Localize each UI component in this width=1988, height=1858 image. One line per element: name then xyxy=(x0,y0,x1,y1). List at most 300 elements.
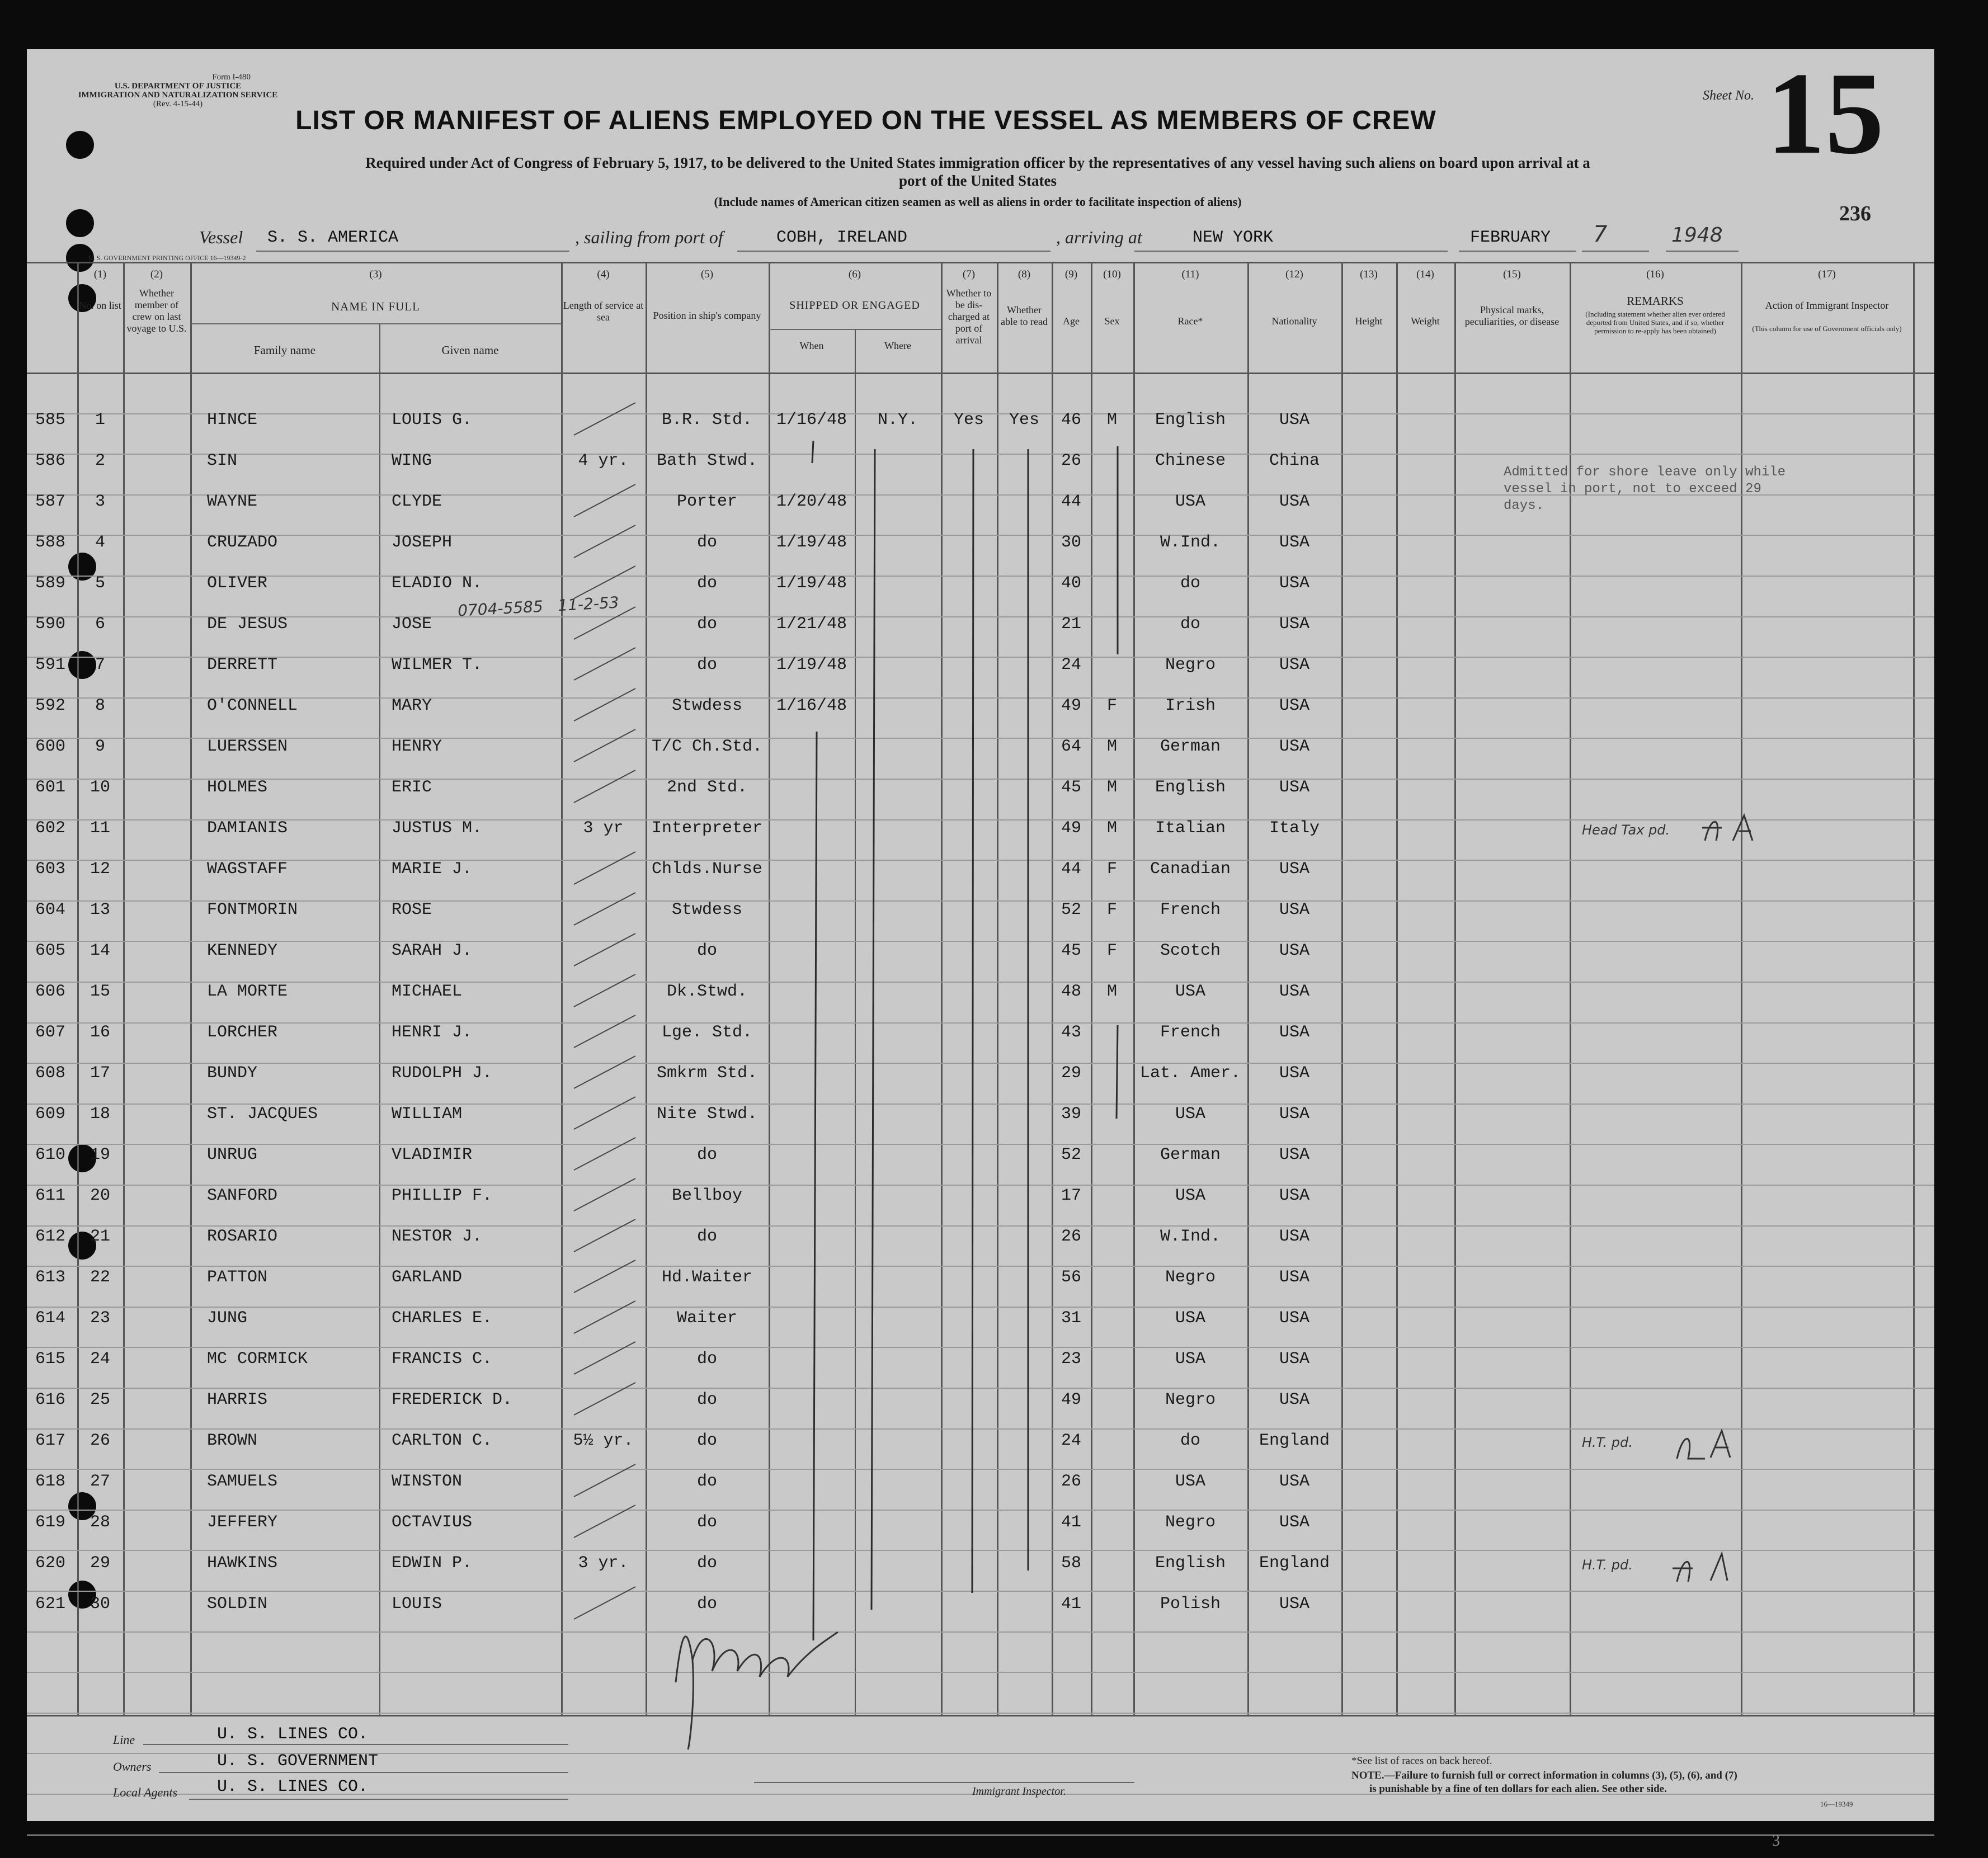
tick-mark xyxy=(574,729,635,762)
cell-given-name: MICHAEL xyxy=(392,982,463,1001)
subtitle-line-1: Required under Act of Congress of February 5, 1917, to be delivered to the United States immigration officer by the representatives of any vessel having such aliens on board upon arrival at a xyxy=(365,154,1590,171)
cell-family-name: UNRUG xyxy=(207,1145,258,1164)
cell-nationality: USA xyxy=(1279,656,1309,675)
cell-age: 29 xyxy=(1061,1064,1081,1083)
tick-mark xyxy=(574,403,635,435)
cell-no: 26 xyxy=(89,1431,110,1450)
cell-given-name: NESTOR J. xyxy=(392,1227,483,1246)
header-nationality: Nationality xyxy=(1271,315,1317,327)
cell-race: USA xyxy=(1175,1472,1205,1491)
cell-race: English xyxy=(1155,411,1226,430)
col-num: (11) xyxy=(1181,268,1199,280)
cell-position: Dk.Stwd. xyxy=(666,982,748,1001)
cell-family-name: LORCHER xyxy=(207,1023,278,1042)
cell-race: USA xyxy=(1175,982,1205,1001)
cell-remarks: Head Tax pd. xyxy=(1582,822,1670,838)
cell-position: do xyxy=(696,1431,717,1450)
row-rule xyxy=(27,1835,1934,1836)
cell-given-name: HENRY xyxy=(392,737,442,756)
cell-family-name: SOLDIN xyxy=(207,1595,268,1614)
cell-race: Chinese xyxy=(1155,451,1226,470)
tick-mark xyxy=(574,1260,635,1293)
cell-given-name: VLADIMIR xyxy=(392,1145,473,1164)
cell-position: Bellboy xyxy=(671,1186,743,1205)
cell-race: English xyxy=(1155,1554,1226,1573)
subtitle-line-3: (Include names of American citizen seamen as well as aliens in order to facilitate inspection of aliens) xyxy=(714,195,1242,209)
cell-age: 40 xyxy=(1061,574,1081,593)
cell-family-name: SIN xyxy=(207,451,238,470)
revision: (Rev. 4-15-44) xyxy=(153,100,203,109)
cell-race: English xyxy=(1155,778,1226,797)
margin-number: 591 xyxy=(35,656,65,675)
cell-age: 39 xyxy=(1061,1105,1081,1124)
cell-family-name: HARRIS xyxy=(207,1390,268,1409)
cell-age: 43 xyxy=(1061,1023,1081,1042)
cell-family-name: DERRETT xyxy=(207,656,278,675)
cell-nationality: Italy xyxy=(1269,819,1320,838)
cell-family-name: LUERSSEN xyxy=(207,737,288,756)
cell-nationality: China xyxy=(1269,451,1320,470)
tick-mark xyxy=(574,1301,635,1333)
cell-family-name: LA MORTE xyxy=(207,982,288,1001)
cell-position: do xyxy=(696,574,717,593)
cell-position: do xyxy=(696,1595,717,1614)
form-number: Form I-480 xyxy=(212,73,251,82)
service-name: IMMIGRATION AND NATURALIZATION SERVICE xyxy=(78,91,278,100)
cell-age: 31 xyxy=(1061,1309,1081,1328)
cell-race: German xyxy=(1160,1145,1221,1164)
tick-mark xyxy=(574,1097,635,1129)
cell-nationality: USA xyxy=(1279,1513,1309,1532)
margin-number: 619 xyxy=(35,1513,65,1532)
cell-position: Nite Stwd. xyxy=(656,1105,758,1124)
cell-given-name: CARLTON C. xyxy=(392,1431,493,1450)
header-discharged: Whether to be dis- charged at port of arrival xyxy=(946,287,992,346)
arrival-month: FEBRUARY xyxy=(1470,228,1551,247)
header-sex: Sex xyxy=(1104,315,1120,327)
tick-mark xyxy=(574,689,635,721)
cell-family-name: DE JESUS xyxy=(207,615,288,634)
cell-no: 28 xyxy=(89,1513,110,1532)
cell-no: 18 xyxy=(89,1105,110,1124)
margin-number: 604 xyxy=(35,900,65,919)
cell-length-service: 3 yr. xyxy=(578,1554,629,1573)
cell-nationality: USA xyxy=(1279,1064,1309,1083)
tick-mark xyxy=(574,1342,635,1374)
margin-number: 616 xyxy=(35,1390,65,1409)
cell-given-name: RUDOLPH J. xyxy=(392,1064,493,1083)
header-able-to-read: Whether able to read xyxy=(1001,304,1048,327)
inspector-initials xyxy=(1666,1548,1744,1587)
cell-nationality: USA xyxy=(1279,1390,1309,1409)
cell-no: 6 xyxy=(95,615,105,634)
margin-number: 621 xyxy=(35,1595,65,1614)
cell-position: Porter xyxy=(676,492,738,511)
cell-nationality: England xyxy=(1259,1431,1330,1450)
cell-when: 1/16/48 xyxy=(776,696,847,715)
vessel-label: Vessel xyxy=(199,227,243,247)
cell-position: Chlds.Nurse xyxy=(651,860,763,879)
cell-nationality: USA xyxy=(1279,1595,1309,1614)
header-last-voyage: Whether member of crew on last voyage to U.S. xyxy=(126,287,187,334)
cell-race: French xyxy=(1160,900,1221,919)
margin-number: 600 xyxy=(35,737,65,756)
col-num: (5) xyxy=(700,268,714,280)
cell-given-name: EDWIN P. xyxy=(392,1554,473,1573)
col-num: (7) xyxy=(962,268,976,280)
cell-position: Interpreter xyxy=(651,819,763,838)
cell-age: 58 xyxy=(1061,1554,1081,1573)
margin-number: 612 xyxy=(35,1227,65,1246)
cell-nationality: USA xyxy=(1279,778,1309,797)
cell-age: 49 xyxy=(1061,819,1081,838)
tick-mark xyxy=(574,852,635,884)
tick-mark xyxy=(574,974,635,1007)
cell-family-name: SAMUELS xyxy=(207,1472,278,1491)
cell-family-name: MC CORMICK xyxy=(207,1350,308,1369)
vessel-name: S. S. AMERICA xyxy=(267,228,399,247)
header-length-service: Length of service at sea xyxy=(563,300,644,323)
col-num: (8) xyxy=(1017,268,1031,280)
col-num: (13) xyxy=(1360,268,1378,280)
cell-nationality: USA xyxy=(1279,1227,1309,1246)
cell-family-name: JEFFERY xyxy=(207,1513,278,1532)
port-of-arrival: NEW YORK xyxy=(1193,228,1274,247)
cell-age: 56 xyxy=(1061,1268,1081,1287)
cell-family-name: PATTON xyxy=(207,1268,268,1287)
cell-position: do xyxy=(696,1227,717,1246)
cell-given-name: JOSE xyxy=(392,615,432,634)
cell-age: 21 xyxy=(1061,615,1081,634)
cell-position: Hd.Waiter xyxy=(661,1268,753,1287)
cell-age: 44 xyxy=(1061,492,1081,511)
ditto-and-tick-marks xyxy=(27,49,1934,1821)
cell-position: Stwdess xyxy=(671,900,743,919)
cell-position: do xyxy=(696,1350,717,1369)
cell-no: 21 xyxy=(89,1227,110,1246)
margin-number: 620 xyxy=(35,1554,65,1573)
cell-when: 1/19/48 xyxy=(776,574,847,593)
cell-age: 24 xyxy=(1061,656,1081,675)
cell-given-name: JUSTUS M. xyxy=(392,819,483,838)
cell-race: Negro xyxy=(1165,1390,1216,1409)
cell-age: 49 xyxy=(1061,696,1081,715)
cell-race: Canadian xyxy=(1150,860,1231,879)
cell-race: USA xyxy=(1175,1186,1205,1205)
cell-position: Smkrm Std. xyxy=(656,1064,758,1083)
department: U.S. DEPARTMENT OF JUSTICE xyxy=(114,82,242,91)
cell-given-name: GARLAND xyxy=(392,1268,463,1287)
cell-age: 45 xyxy=(1061,778,1081,797)
tick-mark xyxy=(574,1383,635,1415)
col-num: (2) xyxy=(150,268,163,280)
cell-sex: F xyxy=(1106,941,1117,960)
cell-position: do xyxy=(696,1472,717,1491)
cell-position: do xyxy=(696,656,717,675)
cell-race: W.Ind. xyxy=(1160,533,1221,552)
cell-sex: F xyxy=(1106,696,1117,715)
cell-given-name: SARAH J. xyxy=(392,941,473,960)
cell-nationality: USA xyxy=(1279,1350,1309,1369)
margin-number: 606 xyxy=(35,982,65,1001)
cell-nationality: USA xyxy=(1279,982,1309,1001)
arriving-at-label: , arriving at xyxy=(1056,227,1142,247)
cell-given-name: FREDERICK D. xyxy=(392,1390,513,1409)
page-title: LIST OR MANIFEST OF ALIENS EMPLOYED ON THE VESSEL AS MEMBERS OF CREW xyxy=(295,106,1436,135)
cell-no: 5 xyxy=(95,574,105,593)
header-action-note: (This column for use of Government officials only) xyxy=(1752,324,1902,333)
tick-mark xyxy=(574,770,635,803)
margin-number: 610 xyxy=(35,1145,65,1164)
header-when: When xyxy=(799,340,824,351)
margin-number: 605 xyxy=(35,941,65,960)
col-num: (3) xyxy=(369,268,382,280)
margin-number: 586 xyxy=(35,451,65,470)
cell-no: 12 xyxy=(89,860,110,879)
cell-no: 30 xyxy=(89,1595,110,1614)
header-age: Age xyxy=(1063,315,1080,327)
col-num: (4) xyxy=(597,268,610,280)
cell-given-name: LOUIS xyxy=(392,1595,442,1614)
inspector-initials xyxy=(1699,810,1778,849)
col-num: (9) xyxy=(1064,268,1078,280)
cell-family-name: FONTMORIN xyxy=(207,900,298,919)
header-remarks-note: (Including statement whether alien ever ordered deported from United States, and if so, whether permission to re-apply has been obtained) xyxy=(1585,310,1725,335)
margin-number: 617 xyxy=(35,1431,65,1450)
cell-position: 2nd Std. xyxy=(666,778,748,797)
cell-given-name: ROSE xyxy=(392,900,432,919)
cell-race: Negro xyxy=(1165,1268,1216,1287)
cell-given-name: OCTAVIUS xyxy=(392,1513,473,1532)
tick-mark xyxy=(574,1138,635,1170)
tick-mark xyxy=(574,484,635,517)
cell-given-name: WINSTON xyxy=(392,1472,463,1491)
cell-no: 22 xyxy=(89,1268,110,1287)
cell-race: Lat. Amer. xyxy=(1139,1064,1241,1083)
margin-number: 592 xyxy=(35,696,65,715)
cell-age: 44 xyxy=(1061,860,1081,879)
cell-family-name: ST. JACQUES xyxy=(207,1105,318,1124)
header-race: Race* xyxy=(1177,315,1203,327)
cell-family-name: CRUZADO xyxy=(207,533,278,552)
cell-family-name: WAYNE xyxy=(207,492,258,511)
cell-length-service: 4 yr. xyxy=(578,451,629,470)
cell-family-name: BUNDY xyxy=(207,1064,258,1083)
cell-no: 10 xyxy=(89,778,110,797)
cell-family-name: WAGSTAFF xyxy=(207,860,288,879)
cell-nationality: USA xyxy=(1279,533,1309,552)
port-of-departure: COBH, IRELAND xyxy=(776,228,908,247)
page-stamp: 236 xyxy=(1839,202,1871,225)
cell-nationality: USA xyxy=(1279,492,1309,511)
cell-position: do xyxy=(696,1513,717,1532)
cell-age: 17 xyxy=(1061,1186,1081,1205)
cell-no: 3 xyxy=(95,492,105,511)
cell-position: do xyxy=(696,1390,717,1409)
cell-given-name: PHILLIP F. xyxy=(392,1186,493,1205)
cell-nationality: USA xyxy=(1279,1145,1309,1164)
cell-race: Scotch xyxy=(1160,941,1221,960)
cell-sex: M xyxy=(1106,982,1117,1001)
cell-given-name: CHARLES E. xyxy=(392,1309,493,1328)
cell-sex: M xyxy=(1106,819,1117,838)
cell-nationality: USA xyxy=(1279,1268,1309,1287)
cell-nationality: USA xyxy=(1279,860,1309,879)
cell-race: Italian xyxy=(1155,819,1226,838)
margin-number: 603 xyxy=(35,860,65,879)
cell-nationality: USA xyxy=(1279,737,1309,756)
cell-race: do xyxy=(1180,615,1200,634)
cell-family-name: SANFORD xyxy=(207,1186,278,1205)
tick-mark xyxy=(574,1015,635,1048)
col-num: (15) xyxy=(1503,268,1521,280)
cell-family-name: ROSARIO xyxy=(207,1227,278,1246)
cell-nationality: USA xyxy=(1279,574,1309,593)
cell-nationality: USA xyxy=(1279,1309,1309,1328)
cell-given-name: ERIC xyxy=(392,778,432,797)
header-where: Where xyxy=(884,340,911,351)
cell-family-name: HOLMES xyxy=(207,778,268,797)
margin-number: 614 xyxy=(35,1309,65,1328)
cell-race: W.Ind. xyxy=(1160,1227,1221,1246)
header-action-inspector: Action of Immigrant Inspector xyxy=(1765,300,1889,311)
cell-given-name: JOSEPH xyxy=(392,533,453,552)
cell-age: 26 xyxy=(1061,1472,1081,1491)
shore-leave-stamp: Admitted for shore leave only while vessel in port, not to exceed 29 days. xyxy=(1504,465,1786,513)
corner-mark: 3 xyxy=(1772,1832,1780,1850)
cell-nationality: USA xyxy=(1279,941,1309,960)
margin-number: 588 xyxy=(35,533,65,552)
margin-number: 602 xyxy=(35,819,65,838)
cell-sex: M xyxy=(1106,778,1117,797)
cell-nationality: USA xyxy=(1279,411,1309,430)
col-num: (12) xyxy=(1285,268,1303,280)
cell-position: do xyxy=(696,941,717,960)
cell-position: B.R. Std. xyxy=(661,411,753,430)
header-remarks: REMARKS xyxy=(1627,294,1684,308)
cell-age: 46 xyxy=(1061,411,1081,430)
cell-given-name: MARIE J. xyxy=(392,860,473,879)
cell-race: Negro xyxy=(1165,656,1216,675)
cell-no: 15 xyxy=(89,982,110,1001)
cell-race: USA xyxy=(1175,1105,1205,1124)
cell-race: Negro xyxy=(1165,1513,1216,1532)
cell-age: 24 xyxy=(1061,1431,1081,1450)
fine-note-2: is punishable by a fine of ten dollars for each alien. See other side. xyxy=(1369,1783,1667,1795)
cell-family-name: JUNG xyxy=(207,1309,248,1328)
cell-no: 23 xyxy=(89,1309,110,1328)
cell-position: do xyxy=(696,615,717,634)
header-given-name: Given name xyxy=(441,343,499,357)
cell-no: 11 xyxy=(89,819,110,838)
cell-race: do xyxy=(1180,1431,1200,1450)
cell-age: 30 xyxy=(1061,533,1081,552)
sheet-number: 15 xyxy=(1766,49,1884,178)
line-value: U. S. LINES CO. xyxy=(217,1725,369,1744)
margin-number: 585 xyxy=(35,411,65,430)
inspector-signature xyxy=(659,1598,860,1755)
cell-age: 52 xyxy=(1061,900,1081,919)
handwritten-file-number: 0704-5585 11-2-53 xyxy=(457,593,620,620)
tick-mark xyxy=(574,1178,635,1211)
cell-no: 7 xyxy=(95,656,105,675)
cell-family-name: HINCE xyxy=(207,411,258,430)
tick-mark xyxy=(574,525,635,558)
margin-number: 589 xyxy=(35,574,65,593)
cell-position: Waiter xyxy=(676,1309,738,1328)
cell-when: 1/20/48 xyxy=(776,492,847,511)
races-note: *See list of races on back hereof. xyxy=(1351,1755,1492,1767)
cell-nationality: England xyxy=(1259,1554,1330,1573)
cell-position: Lge. Std. xyxy=(661,1023,753,1042)
col-num: (16) xyxy=(1646,268,1664,280)
local-agents-label: Local Agents xyxy=(113,1785,178,1799)
line-label: Line xyxy=(113,1733,135,1747)
cell-race: do xyxy=(1180,574,1200,593)
cell-sex: M xyxy=(1106,737,1117,756)
cell-no: 8 xyxy=(95,696,105,715)
cell-nationality: USA xyxy=(1279,696,1309,715)
cell-nationality: USA xyxy=(1279,1186,1309,1205)
cell-no: 20 xyxy=(89,1186,110,1205)
cell-no: 4 xyxy=(95,533,105,552)
immigrant-inspector-label: Immigrant Inspector. xyxy=(972,1785,1066,1798)
cell-given-name: ELADIO N. xyxy=(392,574,483,593)
cell-race: USA xyxy=(1175,1309,1205,1328)
margin-number: 607 xyxy=(35,1023,65,1042)
cell-remarks: H.T. pd. xyxy=(1582,1435,1633,1450)
tick-mark xyxy=(574,933,635,966)
cell-given-name: LOUIS G. xyxy=(392,411,473,430)
fine-note-1: NOTE.—Failure to furnish full or correct information in columns (3), (5), (6), and (7) xyxy=(1351,1770,1737,1781)
cell-given-name: HENRI J. xyxy=(392,1023,473,1042)
tick-mark xyxy=(574,1219,635,1252)
header-name-in-full: NAME IN FULL xyxy=(331,300,420,313)
cell-no: 2 xyxy=(95,451,105,470)
cell-no: 13 xyxy=(89,900,110,919)
tick-mark xyxy=(574,1056,635,1088)
subtitle-line-2: port of the United States xyxy=(899,172,1057,189)
cell-age: 52 xyxy=(1061,1145,1081,1164)
cell-given-name: FRANCIS C. xyxy=(392,1350,493,1369)
cell-race: Polish xyxy=(1160,1595,1221,1614)
cell-position: Stwdess xyxy=(671,696,743,715)
cell-no: 25 xyxy=(89,1390,110,1409)
cell-age: 41 xyxy=(1061,1513,1081,1532)
inspector-initials xyxy=(1666,1425,1744,1464)
header-shipped-engaged: SHIPPED OR ENGAGED xyxy=(789,299,920,312)
cell-age: 49 xyxy=(1061,1390,1081,1409)
margin-number: 587 xyxy=(35,492,65,511)
margin-number: 618 xyxy=(35,1472,65,1491)
margin-number: 590 xyxy=(35,615,65,634)
cell-sex: F xyxy=(1106,860,1117,879)
cell-given-name: WILMER T. xyxy=(392,656,483,675)
header-position: Position in ship's company xyxy=(653,310,761,321)
margin-number: 611 xyxy=(35,1186,65,1205)
cell-position: do xyxy=(696,1554,717,1573)
cell-nationality: USA xyxy=(1279,1023,1309,1042)
cell-when: 1/19/48 xyxy=(776,533,847,552)
margin-number: 613 xyxy=(35,1268,65,1287)
sheet-label: Sheet No. xyxy=(1703,88,1754,103)
cell-given-name: MARY xyxy=(392,696,432,715)
col-num: (10) xyxy=(1103,268,1121,280)
sailing-from-label: , sailing from port of xyxy=(575,227,723,247)
cell-family-name: BROWN xyxy=(207,1431,258,1450)
cell-given-name: WING xyxy=(392,451,432,470)
cell-position: T/C Ch.Std. xyxy=(651,737,763,756)
